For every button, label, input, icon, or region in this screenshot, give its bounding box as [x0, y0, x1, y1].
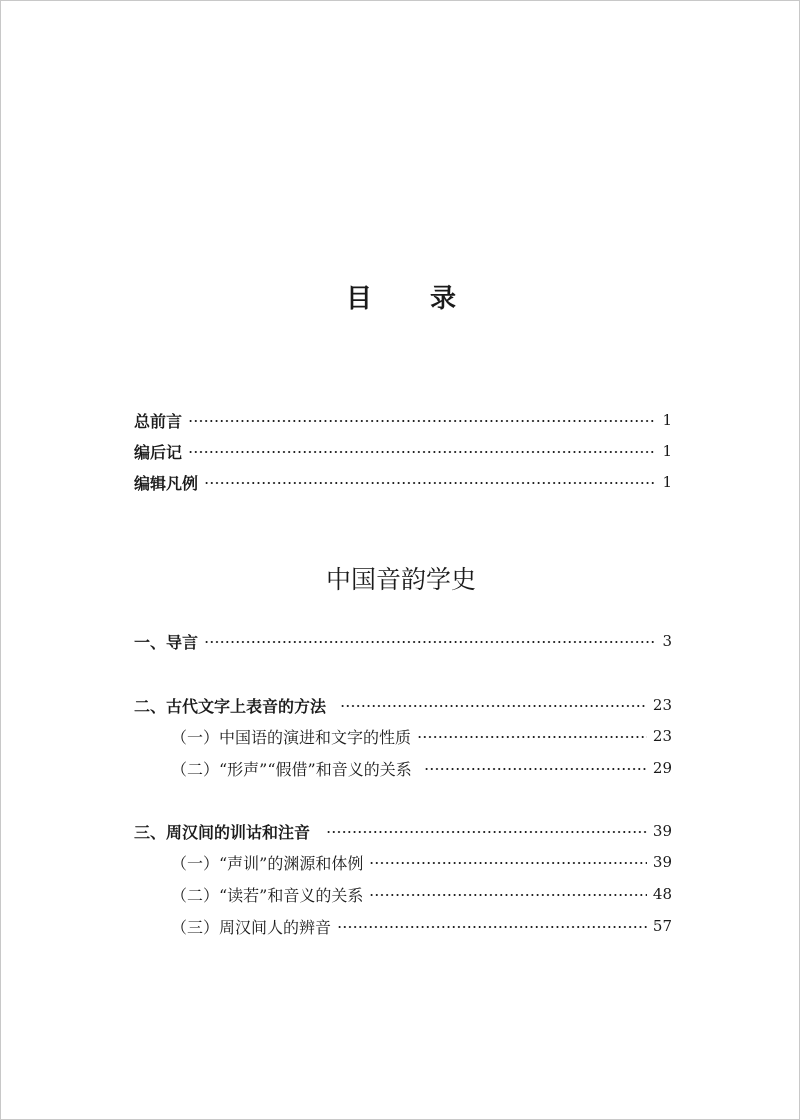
toc-section-page: 23	[652, 727, 672, 745]
toc-chapter-label: 一、导言	[134, 632, 199, 652]
dot-leader	[337, 926, 647, 928]
toc-entry-page: 1	[662, 411, 672, 429]
toc-section-page: 29	[652, 759, 672, 777]
toc-entry-label: 总前言	[134, 411, 183, 431]
toc-entry-preface[interactable]	[134, 406, 672, 434]
dot-leader	[326, 831, 647, 833]
toc-entry-label: 编辑凡例	[134, 473, 199, 493]
toc-section-label: （三）周汉间人的辨音	[171, 917, 332, 937]
dot-leader	[424, 768, 647, 770]
dot-leader	[369, 862, 647, 864]
toc-chapter-page: 3	[662, 632, 672, 650]
toc-chapter-page: 39	[652, 822, 672, 840]
toc-section-2-2[interactable]	[171, 754, 672, 782]
toc-section-label: （二）“形声”“假借”和音义的关系	[171, 759, 412, 779]
toc-section-page: 48	[652, 885, 672, 903]
toc-chapter-label: 三、周汉间的训诂和注音	[134, 822, 311, 842]
toc-section-3-1[interactable]	[171, 848, 672, 876]
book-title: 中国音韵学史	[325, 565, 476, 594]
toc-entry-afterword[interactable]	[134, 437, 672, 465]
toc-section-label: （一）“声训”的渊源和体例	[171, 853, 364, 873]
toc-entry-editorial-notes[interactable]	[134, 468, 672, 496]
toc-section-page: 39	[652, 853, 672, 871]
dot-leader	[204, 641, 656, 643]
toc-chapter-2[interactable]	[134, 691, 672, 719]
toc-chapter-page: 23	[652, 696, 672, 714]
dot-leader	[188, 451, 656, 453]
toc-chapter-1[interactable]	[134, 627, 672, 655]
dot-leader	[417, 736, 647, 738]
toc-chapter-label: 二、古代文字上表音的方法	[134, 696, 327, 716]
dot-leader	[369, 894, 647, 896]
toc-title-char-2: 录	[430, 284, 457, 314]
toc-section-label: （一）中国语的演进和文字的性质	[171, 727, 412, 747]
toc-entry-page: 1	[662, 473, 672, 491]
toc-section-3-2[interactable]	[171, 880, 672, 908]
toc-title	[1, 283, 800, 315]
toc-section-label: （二）“读若”和音义的关系	[171, 885, 364, 905]
toc-title-char-1: 目	[345, 284, 372, 314]
toc-chapter-3[interactable]	[134, 817, 672, 845]
dot-leader	[340, 705, 647, 707]
toc-section-2-1[interactable]	[171, 722, 672, 750]
toc-entry-page: 1	[662, 442, 672, 460]
dot-leader	[188, 420, 656, 422]
toc-section-3-3[interactable]	[171, 912, 672, 940]
toc-section-page: 57	[652, 917, 672, 935]
dot-leader	[204, 482, 656, 484]
toc-entry-label: 编后记	[134, 442, 183, 462]
